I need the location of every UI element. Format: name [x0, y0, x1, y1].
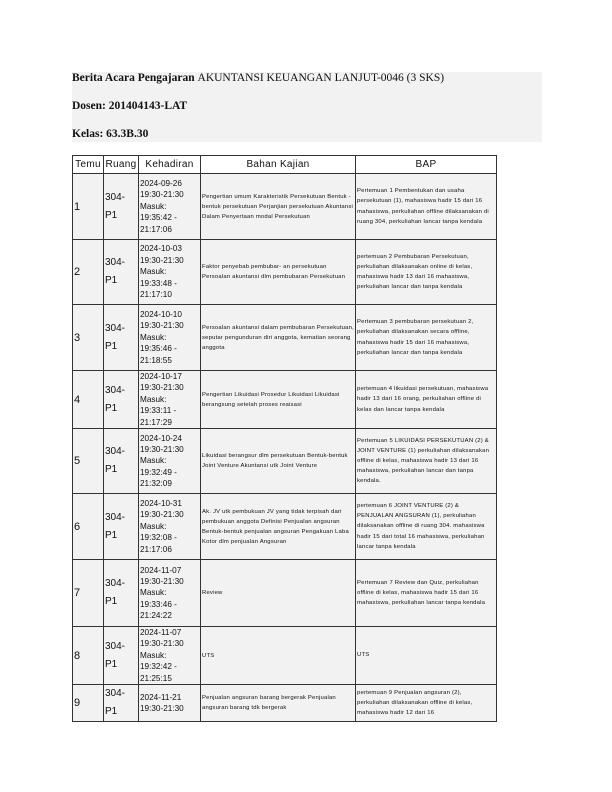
cell-kehadiran: 2024-10-10 19:30-21:30 Masuk: 19:35:46 - 21:18:55 — [139, 305, 201, 371]
cell-kehadiran: 2024-11-07 19:30-21:30 Masuk: 19:33:46 - 21:24:22 — [139, 560, 201, 627]
cell-ruang: 304-P1 — [104, 560, 139, 627]
table-row — [73, 494, 497, 560]
cell-kehadiran: 2024-11-07 19:30-21:30 Masuk: 19:32:42 - 21:25:15 — [139, 627, 201, 685]
cell-bahan-kajian: UTS — [201, 627, 356, 685]
table-row — [73, 627, 497, 685]
col-header-ruang: Ruang — [104, 156, 139, 174]
cell-bap: Pertemuan 7 Review dan Quiz, perkuliahan offline di kelas, mahasiswa hadir 15 dari 16 mahasiswa, perkuliahan lancar tanpa kendala — [356, 560, 497, 627]
table-row — [73, 685, 497, 722]
table-row — [73, 305, 497, 371]
cell-ruang: 304-P1 — [104, 494, 139, 560]
table-header-row — [73, 156, 497, 174]
col-header-temu: Temu — [73, 156, 104, 174]
cell-kehadiran: 2024-09-26 19:30-21:30 Masuk: 19:35:42 - 21:17:06 — [139, 174, 201, 240]
cell-ruang: 304-P1 — [104, 429, 139, 494]
cell-temu: 7 — [73, 560, 104, 627]
cell-ruang: 304-P1 — [104, 627, 139, 685]
cell-bahan-kajian: Faktor penyebab pembubar- an persekutuan Persoalan akuntansi dlm pembubaran Persekutuan — [201, 240, 356, 305]
cell-bahan-kajian: Pengertian umum Karakteristik Persekutuan Bentuk - bentuk persekutuan Perjanjian persekutuan Akuntansi Dalam Penyertaan modal Persekutuan — [201, 174, 356, 240]
cell-kehadiran: 2024-10-17 19:30-21:30 Masuk: 19:33:11 - 21:17:29 — [139, 371, 201, 429]
cell-bahan-kajian: Review — [201, 560, 356, 627]
table-row — [73, 174, 497, 240]
cell-ruang: 304-P1 — [104, 685, 139, 722]
cell-temu: 4 — [73, 371, 104, 429]
cell-kehadiran: 2024-11-21 19:30-21:30 — [139, 685, 201, 722]
cell-kehadiran: 2024-10-03 19:30-21:30 Masuk: 19:33:48 - 21:17:10 — [139, 240, 201, 305]
table-row — [73, 240, 497, 305]
cell-temu: 8 — [73, 627, 104, 685]
table-row — [73, 429, 497, 494]
cell-bahan-kajian: Pengertian Likuidasi Prosedur Likuidasi Likuidasi berangsung setelah proses reaisasi — [201, 371, 356, 429]
col-header-kehadiran: Kehadiran — [139, 156, 201, 174]
col-header-bap: BAP — [356, 156, 497, 174]
cell-ruang: 304-P1 — [104, 174, 139, 240]
cell-temu: 3 — [73, 305, 104, 371]
kelas-line: Kelas: 63.3B.30 — [72, 128, 149, 140]
cell-bahan-kajian: Ak. JV utk pembukuan JV yang tidak terpisah dari pembukuan anggota Definisi Penjualan angsuran Bentuk-bentuk penjualan angsuran Pengakuan Laba Kotor dlm penjualan Angsuran — [201, 494, 356, 560]
cell-bahan-kajian: Persoalan akuntansi dalam pembubaran Persekutuan, seputar pengunduran diri anggota, kematian seorang anggota — [201, 305, 356, 371]
cell-temu: 9 — [73, 685, 104, 722]
bap-table — [72, 155, 497, 722]
cell-bap: pertemuan 4 likuidasi persekutuan, mahasiswa hadir 13 dari 16 orang, perkuliahan offline di kelas dan lancar tanpa kendala — [356, 371, 497, 429]
cell-temu: 2 — [73, 240, 104, 305]
cell-ruang: 304-P1 — [104, 240, 139, 305]
col-header-bahan-kajian: Bahan Kajian — [201, 156, 356, 174]
cell-bap: Pertemuan 1 Pembentukan dan usaha persekutuan (1), mahasiswa hadir 15 dari 16 mahasiswa, perkuliahan offline dilaksanakan di ruang 304, perkuliahan lancar tanpa kendala — [356, 174, 497, 240]
cell-kehadiran: 2024-10-24 19:30-21:30 Masuk: 19:32:49 - 21:32:09 — [139, 429, 201, 494]
cell-ruang: 304-P1 — [104, 371, 139, 429]
cell-bap: Pertemuan 5 LIKUIDASI PERSEKUTUAN (2) & JOINT VENTURE (1) perkuliahan dilaksanakan offline di kelas, mahasiswa hadir 13 dari 16 mahasiswa, perkuliahan lancar dan tanpa kendala. — [356, 429, 497, 494]
cell-bap: Pertemuan 3 pembubaran persekutuan 2, perkuliahan dilaksanakan secara offline, mahasiswa hadir 15 dari 16 mahasiswa, perkuliahan lancar dan tanpa kendala — [356, 305, 497, 371]
cell-temu: 5 — [73, 429, 104, 494]
cell-ruang: 304-P1 — [104, 305, 139, 371]
cell-bap: UTS — [356, 627, 497, 685]
cell-bahan-kajian: Likuidasi berangsur dlm persekutuan Bentuk-bentuk Joint Venture Akuntansi utk Joint Venture — [201, 429, 356, 494]
dosen-line: Dosen: 201404143-LAT — [72, 100, 188, 112]
cell-temu: 6 — [73, 494, 104, 560]
cell-bahan-kajian: Penjualan angsuran barang bergerak Penjualan angsuran barang tdk bergerak — [201, 685, 356, 722]
cell-bap: pertemuan 9 Penjualan angsuran (2), perkuliahan dilaksanakan offline di kelas, mahasiswa hadir 12 dari 16 — [356, 685, 497, 722]
table-row — [73, 371, 497, 429]
table-row — [73, 560, 497, 627]
cell-bap: pertemuan 6 JOINT VENTURE (2) & PENJUALAN ANGSURAN (1), perkuliahan dilaksanakan offline di ruang 304. mahasiswa hadir 15 dari total 16 mahasiswa, perkuliahan lancar tanpa kendala — [356, 494, 497, 560]
cell-kehadiran: 2024-10-31 19:30-21:30 Masuk: 19:32:08 - 21:17:06 — [139, 494, 201, 560]
course-title: Berita Acara Pengajaran AKUNTANSI KEUANGAN LANJUT-0046 (3 SKS) — [72, 72, 445, 84]
cell-temu: 1 — [73, 174, 104, 240]
cell-bap: pertemuan 2 Pembubaran Persekutuan, perkuliahan dilaksanakan online di kelas, mahasiswa hadir 13 dari 16 mahasiswa, perkuliahan lancar dan tanpa kendala — [356, 240, 497, 305]
